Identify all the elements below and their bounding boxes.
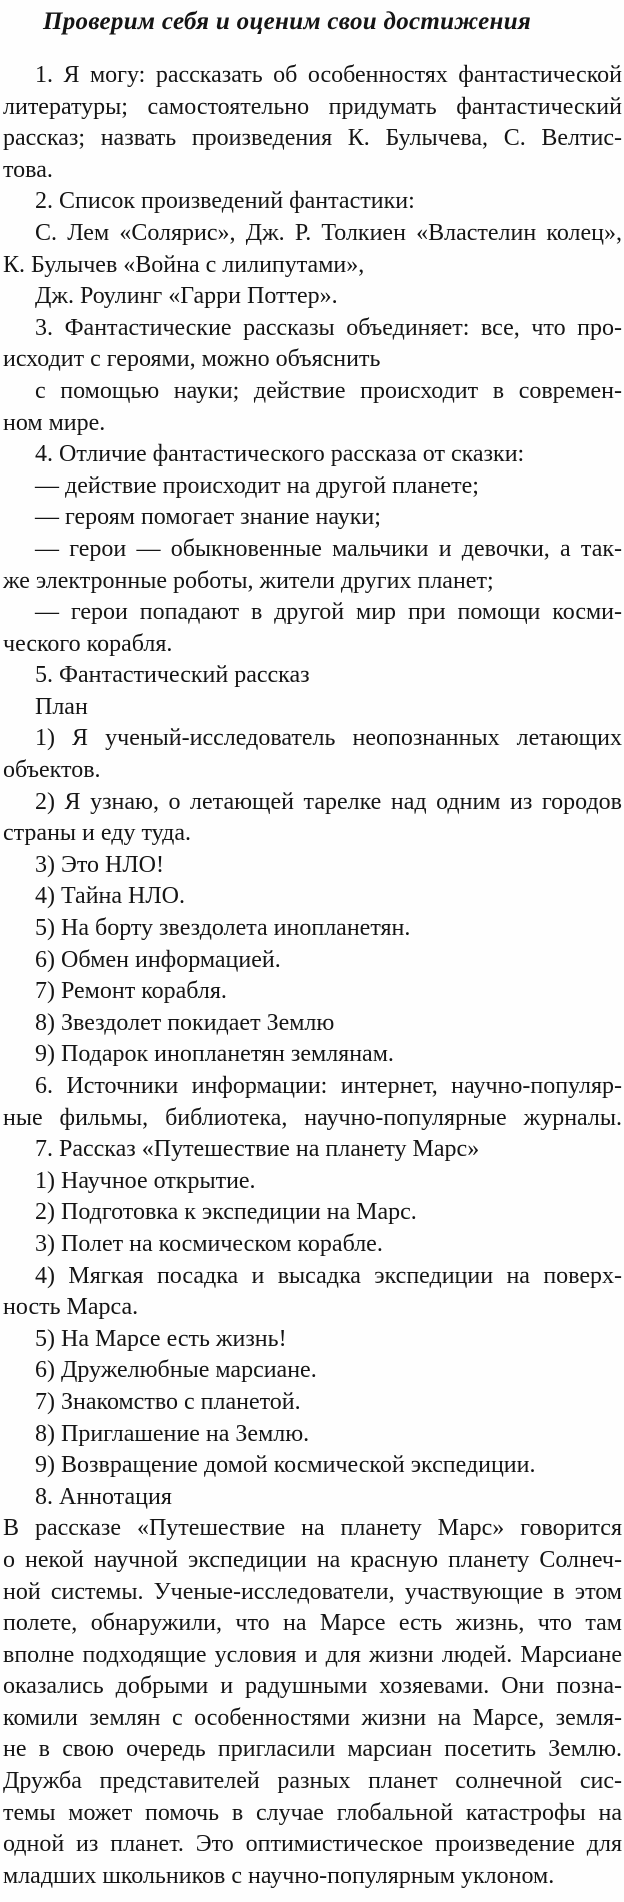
text-line: 3. Фантастические рассказы объединяет: все, что про- xyxy=(35,314,622,341)
text-line: 5. Фантастический рассказ xyxy=(35,662,310,689)
page-title: Проверим себя и оценим свои достижения xyxy=(43,8,532,35)
text-line: не в свою очередь пригласили марсиан посетить Землю. xyxy=(3,1736,622,1763)
text-line: рассказ; назвать произведения К. Булычева, С. Велтис- xyxy=(3,125,622,152)
text-line: 8) Приглашение на Землю. xyxy=(35,1420,310,1447)
text-line: оказались добрыми и радушными хозяевами. Они позна- xyxy=(3,1673,622,1700)
text-line: 5) На Марсе есть жизнь! xyxy=(35,1325,287,1352)
text-line: 5) На борту звездолета инопланетян. xyxy=(35,915,411,942)
text-line: С. Лем «Солярис», Дж. Р. Толкиен «Властелин колец», xyxy=(35,219,622,246)
text-line: План xyxy=(35,693,88,720)
text-line: младших школьников с научно-популярным уклоном. xyxy=(3,1862,555,1889)
text-line: 3) Полет на космическом корабле. xyxy=(35,1230,383,1257)
text-line: — герои попадают в другой мир при помощи косми- xyxy=(35,599,622,626)
document-body xyxy=(3,60,622,1892)
text-line: полете, обнаружили, что на Марсе есть жизнь, что там xyxy=(3,1610,622,1637)
text-line: исходит с героями, можно объяснить xyxy=(3,346,381,373)
text-line: ные фильмы, библиотека, научно-популярные журналы. xyxy=(3,1104,622,1131)
text-line: 2) Подготовка к экспедиции на Марс. xyxy=(35,1199,417,1226)
text-line: ческого корабля. xyxy=(3,630,173,657)
text-line: 9) Подарок инопланетян землянам. xyxy=(35,1041,394,1068)
text-line: 9) Возвращение домой космической экспедиции. xyxy=(35,1452,536,1479)
text-line: 2) Я узнаю, о летающей тарелке над одним из городов xyxy=(35,788,622,815)
text-line: 4. Отличие фантастического рассказа от сказки: xyxy=(35,441,525,468)
text-line: 7. Рассказ «Путешествие на планету Марс» xyxy=(35,1136,480,1163)
text-line: 6) Дружелюбные марсиане. xyxy=(35,1357,317,1384)
text-line: К. Булычев «Война с лилипутами», xyxy=(3,251,365,278)
text-line: 7) Знакомство с планетой. xyxy=(35,1388,301,1415)
text-line: 8. Аннотация xyxy=(35,1483,172,1510)
text-line: Дж. Роулинг «Гарри Поттер». xyxy=(35,283,338,310)
text-line: одной из планет. Это оптимистическое произведение для xyxy=(3,1831,622,1858)
text-line: това. xyxy=(3,156,53,183)
text-line: В рассказе «Путешествие на планету Марс» говорится xyxy=(3,1515,622,1542)
text-line: с помощью науки; действие происходит в современ- xyxy=(35,377,622,404)
text-line: объектов. xyxy=(3,757,101,784)
text-line: 4) Тайна НЛО. xyxy=(35,883,185,910)
text-line: ной системы. Ученые-исследователи, участвующие в этом xyxy=(3,1578,622,1605)
text-line: — героям помогает знание науки; xyxy=(35,504,381,531)
text-line: — действие происходит на другой планете; xyxy=(35,472,479,499)
text-line: вполне подходящие условия и для жизни людей. Марсиане xyxy=(3,1641,622,1668)
text-line: литературы; самостоятельно придумать фантастический xyxy=(3,93,622,120)
text-line: комили землян с особенностями жизни на Марсе, земля- xyxy=(3,1704,622,1731)
text-line: 6. Источники информации: интернет, научно-популяр- xyxy=(35,1073,622,1099)
text-line: 1) Научное открытие. xyxy=(35,1167,256,1194)
text-line: о некой научной экспедиции на красную планету Солнеч- xyxy=(3,1546,622,1573)
text-line: страны и еду туда. xyxy=(3,820,191,847)
text-line: 7) Ремонт корабля. xyxy=(35,978,227,1005)
text-line: ном мире. xyxy=(3,409,106,436)
text-line: 1) Я ученый-исследователь неопознанных летающих xyxy=(35,725,622,752)
text-line: — герои — обыкновенные мальчики и девочки, а так- xyxy=(35,535,622,562)
text-line: 1. Я могу: рассказать об особенностях фантастической xyxy=(35,62,622,88)
text-line: темы может помочь в случае глобальной катастрофы на xyxy=(3,1799,622,1826)
text-line: же электронные роботы, жители других планет; xyxy=(3,567,494,594)
text-line: ность Марса. xyxy=(3,1294,139,1321)
text-line: 8) Звездолет покидает Землю xyxy=(35,1009,335,1036)
text-line: 6) Обмен информацией. xyxy=(35,946,281,973)
text-line: 4) Мягкая посадка и высадка экспедиции на поверх- xyxy=(35,1262,622,1289)
text-line: 3) Это НЛО! xyxy=(35,851,164,878)
text-line: Дружба представителей разных планет солнечной сис- xyxy=(3,1768,622,1795)
text-line: 2. Список произведений фантастики: xyxy=(35,188,415,215)
